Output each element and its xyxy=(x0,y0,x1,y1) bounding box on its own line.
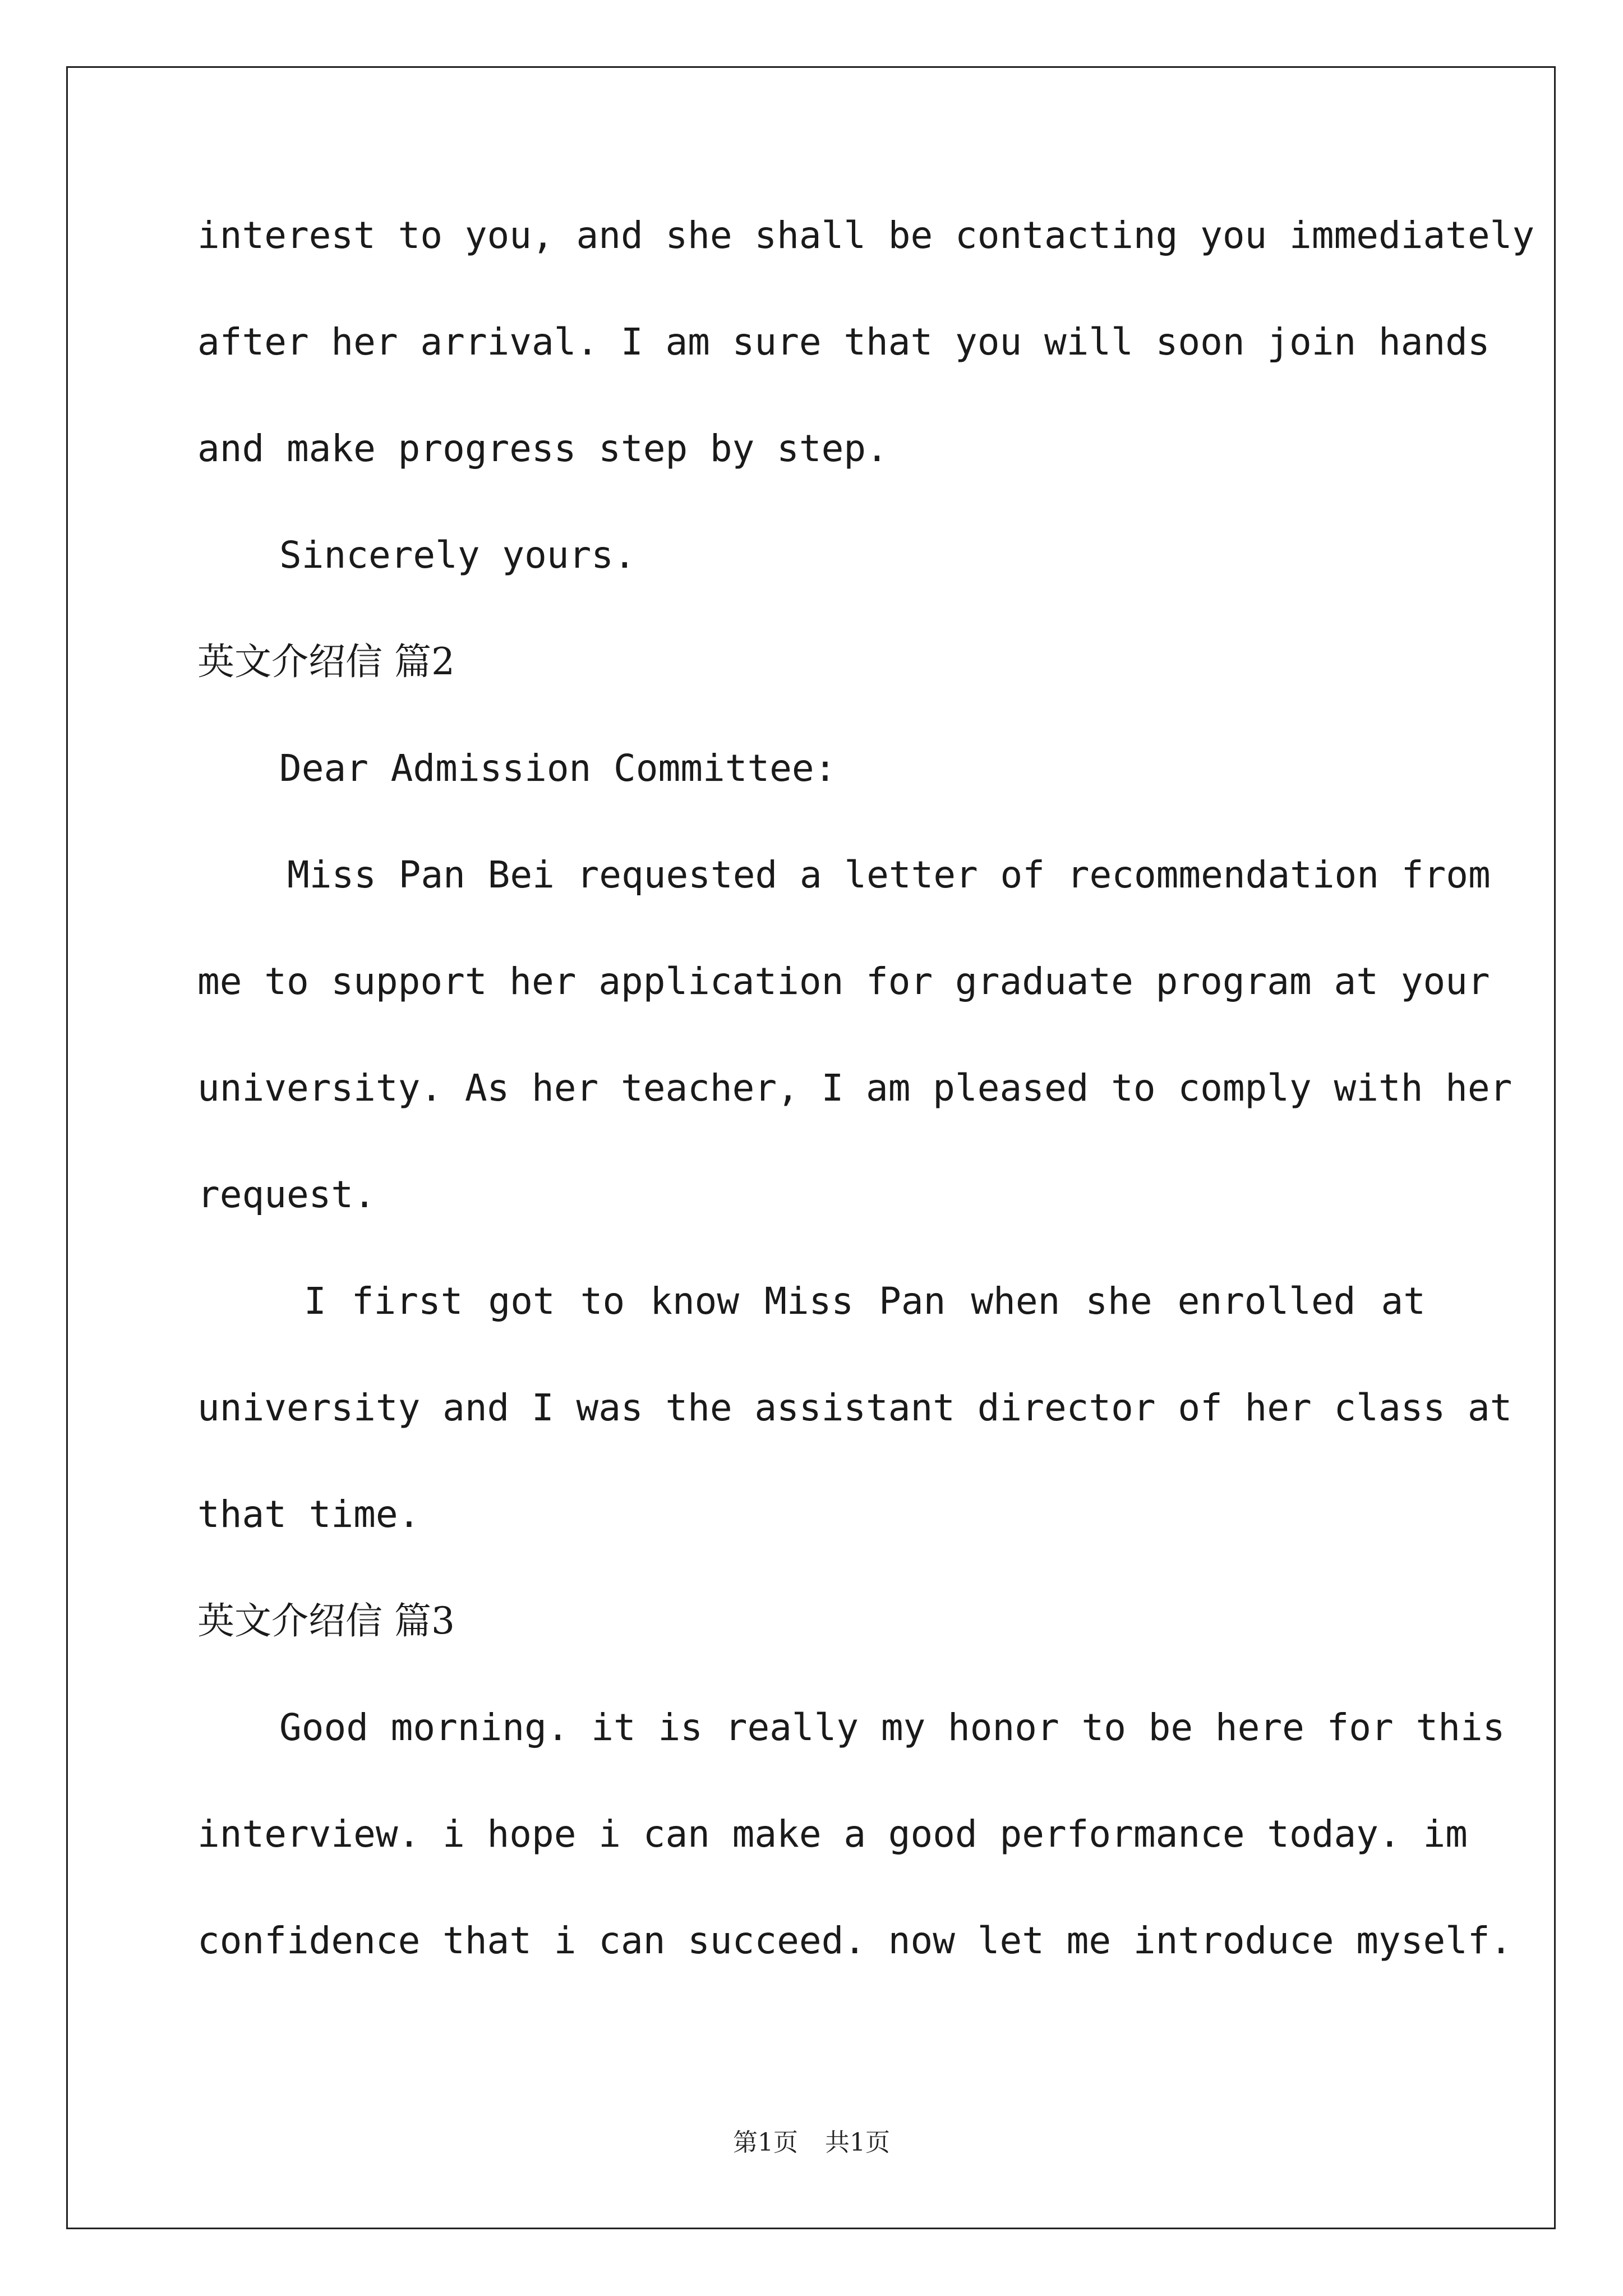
page-border xyxy=(66,66,1556,2229)
paragraph-line: Good morning. it is really my honor to be here for this xyxy=(279,1706,1505,1749)
section-heading: 英文介绍信 篇3 xyxy=(197,1599,455,1642)
page-footer xyxy=(0,2126,1623,2160)
paragraph-line: that time. xyxy=(197,1493,421,1536)
paragraph-line: confidence that i can succeed. now let me introduce myself. xyxy=(197,1919,1513,1962)
page-count: 共1页 xyxy=(825,2128,890,2157)
paragraph-line: interview. i hope i can make a good performance today. im xyxy=(197,1812,1468,1856)
section-heading: 英文介绍信 篇2 xyxy=(197,640,455,683)
paragraph-line: university. As her teacher, I am pleased to comply with her xyxy=(197,1066,1513,1110)
closing-line: Sincerely yours. xyxy=(279,533,636,577)
paragraph-line: and make progress step by step. xyxy=(197,427,888,470)
paragraph-line: me to support her application for graduate program at your xyxy=(197,960,1490,1003)
paragraph-line: interest to you, and she shall be contacting you immediately xyxy=(197,214,1535,257)
page-number: 第1页 xyxy=(733,2128,798,2157)
paragraph-line: university and I was the assistant director of her class at xyxy=(197,1386,1513,1429)
paragraph-line: Miss Pan Bei requested a letter of recommendation from xyxy=(287,853,1491,896)
paragraph-line: after her arrival. I am sure that you will soon join hands xyxy=(197,320,1490,364)
paragraph-line: request. xyxy=(197,1173,376,1216)
salutation-line: Dear Admission Committee: xyxy=(279,747,837,790)
paragraph-line: I first got to know Miss Pan when she enrolled at xyxy=(304,1280,1426,1323)
